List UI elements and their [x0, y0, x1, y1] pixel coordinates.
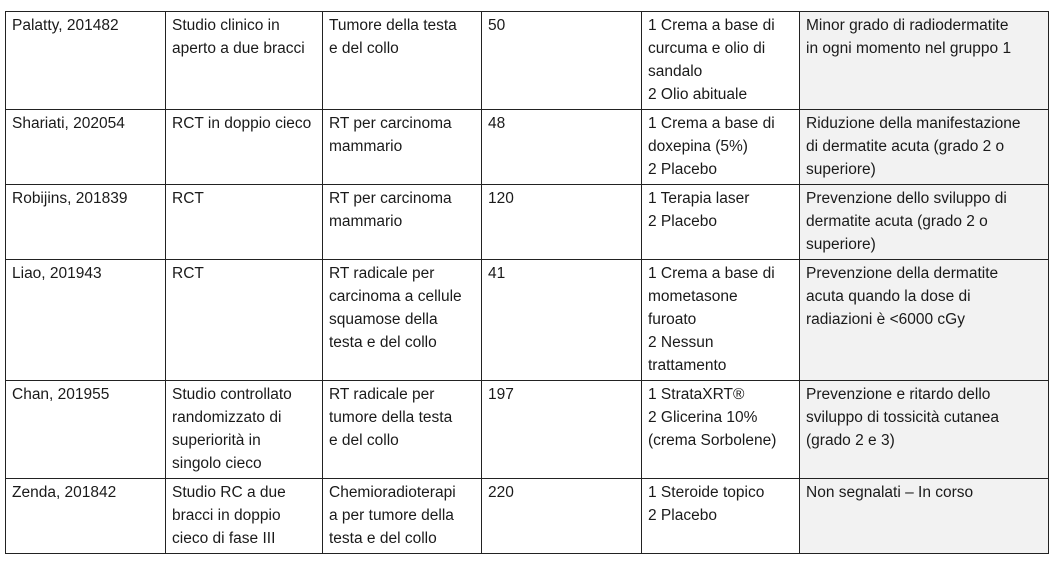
- table-row: [6, 381, 1049, 479]
- cell-text: superiore): [806, 236, 876, 253]
- cell-text: mammario: [329, 138, 403, 155]
- cell-text: mometasone: [648, 288, 738, 305]
- cell-text: superiorità in: [172, 432, 261, 449]
- design-cell: [166, 110, 323, 185]
- cell-text: RT per carcinoma: [329, 115, 452, 132]
- cell-text: carcinoma a cellule: [329, 288, 462, 305]
- population-cell: [323, 12, 482, 110]
- cell-text: e del collo: [329, 40, 399, 57]
- cell-text: Minor grado di radiodermatite: [806, 17, 1009, 34]
- treatment-cell: [642, 260, 800, 381]
- treatment-cell: [642, 479, 800, 554]
- cell-text: Shariati, 202054: [12, 115, 125, 132]
- cell-text: Studio controllato: [172, 386, 292, 403]
- outcome-cell: [800, 381, 1049, 479]
- treatment-cell: [642, 185, 800, 260]
- sample-size-cell: [482, 381, 642, 479]
- study-cell: [6, 185, 166, 260]
- cell-text: 1 Crema a base di: [648, 265, 775, 282]
- study-cell: [6, 381, 166, 479]
- outcome-cell: [800, 260, 1049, 381]
- cell-text: 2 Placebo: [648, 161, 717, 178]
- cell-text: Palatty, 201482: [12, 17, 119, 34]
- sample-size-cell: [482, 479, 642, 554]
- design-cell: [166, 185, 323, 260]
- design-cell: [166, 12, 323, 110]
- sample-size-cell: [482, 260, 642, 381]
- treatment-cell: [642, 381, 800, 479]
- cell-text: 2 Placebo: [648, 213, 717, 230]
- cell-text: RT radicale per: [329, 265, 435, 282]
- cell-text: acuta quando la dose di: [806, 288, 971, 305]
- design-cell: [166, 479, 323, 554]
- study-cell: [6, 12, 166, 110]
- cell-text: Studio clinico in: [172, 17, 280, 34]
- cell-text: aperto a due bracci: [172, 40, 305, 57]
- cell-text: RCT: [172, 190, 204, 207]
- cell-text: bracci in doppio: [172, 507, 281, 524]
- outcome-cell: [800, 479, 1049, 554]
- cell-text: furoato: [648, 311, 697, 328]
- cell-text: Robijins, 201839: [12, 190, 128, 207]
- table-row: [6, 185, 1049, 260]
- outcome-cell: [800, 185, 1049, 260]
- cell-text: 2 Placebo: [648, 507, 717, 524]
- study-cell: [6, 260, 166, 381]
- table-row: [6, 12, 1049, 110]
- population-cell: [323, 260, 482, 381]
- outcome-cell: [800, 110, 1049, 185]
- design-cell: [166, 381, 323, 479]
- cell-text: 120: [488, 190, 514, 207]
- cell-text: 2 Olio abituale: [648, 86, 748, 103]
- studies-table: [5, 11, 1049, 554]
- cell-text: Riduzione della manifestazione: [806, 115, 1021, 132]
- cell-text: tumore della testa: [329, 409, 453, 426]
- cell-text: testa e del collo: [329, 334, 437, 351]
- cell-text: 2 Glicerina 10%: [648, 409, 758, 426]
- cell-text: RCT in doppio cieco: [172, 115, 312, 132]
- study-cell: [6, 479, 166, 554]
- cell-text: sviluppo di tossicità cutanea: [806, 409, 1000, 426]
- sample-size-cell: [482, 12, 642, 110]
- cell-text: 1 Crema a base di: [648, 115, 775, 132]
- cell-text: a per tumore della: [329, 507, 454, 524]
- cell-text: singolo cieco: [172, 455, 262, 472]
- cell-text: doxepina (5%): [648, 138, 748, 155]
- population-cell: [323, 381, 482, 479]
- cell-text: cieco di fase III: [172, 530, 276, 547]
- cell-text: Prevenzione della dermatite: [806, 265, 999, 282]
- cell-text: 1 Steroide topico: [648, 484, 765, 501]
- population-cell: [323, 185, 482, 260]
- sample-size-cell: [482, 110, 642, 185]
- cell-text: 1 Terapia laser: [648, 190, 750, 207]
- design-cell: [166, 260, 323, 381]
- cell-text: mammario: [329, 213, 403, 230]
- table-row: [6, 110, 1049, 185]
- cell-text: randomizzato di: [172, 409, 282, 426]
- table-row: [6, 479, 1049, 554]
- cell-text: in ogni momento nel gruppo 1: [806, 40, 1012, 57]
- cell-text: 2 Nessun: [648, 334, 714, 351]
- cell-text: 50: [488, 17, 506, 34]
- cell-text: Prevenzione dello sviluppo di: [806, 190, 1007, 207]
- cell-text: Tumore della testa: [329, 17, 457, 34]
- cell-text: squamose della: [329, 311, 438, 328]
- cell-text: Zenda, 201842: [12, 484, 117, 501]
- cell-text: radiazioni è <6000 cGy: [806, 311, 965, 328]
- cell-text: Liao, 201943: [12, 265, 102, 282]
- cell-text: sandalo: [648, 63, 703, 80]
- cell-text: Chemioradioterapi: [329, 484, 456, 501]
- cell-text: Studio RC a due: [172, 484, 286, 501]
- cell-text: di dermatite acuta (grado 2 o: [806, 138, 1005, 155]
- cell-text: testa e del collo: [329, 530, 437, 547]
- cell-text: 1 Crema a base di: [648, 17, 775, 34]
- sample-size-cell: [482, 185, 642, 260]
- study-cell: [6, 110, 166, 185]
- cell-text: superiore): [806, 161, 876, 178]
- cell-text: (grado 2 e 3): [806, 432, 895, 449]
- cell-text: Chan, 201955: [12, 386, 110, 403]
- cell-text: trattamento: [648, 357, 727, 374]
- treatment-cell: [642, 12, 800, 110]
- cell-text: 41: [488, 265, 506, 282]
- cell-text: dermatite acuta (grado 2 o: [806, 213, 988, 230]
- cell-text: 197: [488, 386, 514, 403]
- table-body: [6, 12, 1049, 554]
- cell-text: RCT: [172, 265, 204, 282]
- cell-text: Non segnalati – In corso: [806, 484, 974, 501]
- cell-text: curcuma e olio di: [648, 40, 766, 57]
- cell-text: (crema Sorbolene): [648, 432, 777, 449]
- population-cell: [323, 110, 482, 185]
- cell-text: 1 StrataXRT®: [648, 386, 745, 403]
- cell-text: 220: [488, 484, 514, 501]
- treatment-cell: [642, 110, 800, 185]
- cell-text: e del collo: [329, 432, 399, 449]
- cell-text: 48: [488, 115, 506, 132]
- outcome-cell: [800, 12, 1049, 110]
- cell-text: RT radicale per: [329, 386, 435, 403]
- table-row: [6, 260, 1049, 381]
- cell-text: Prevenzione e ritardo dello: [806, 386, 991, 403]
- population-cell: [323, 479, 482, 554]
- cell-text: RT per carcinoma: [329, 190, 452, 207]
